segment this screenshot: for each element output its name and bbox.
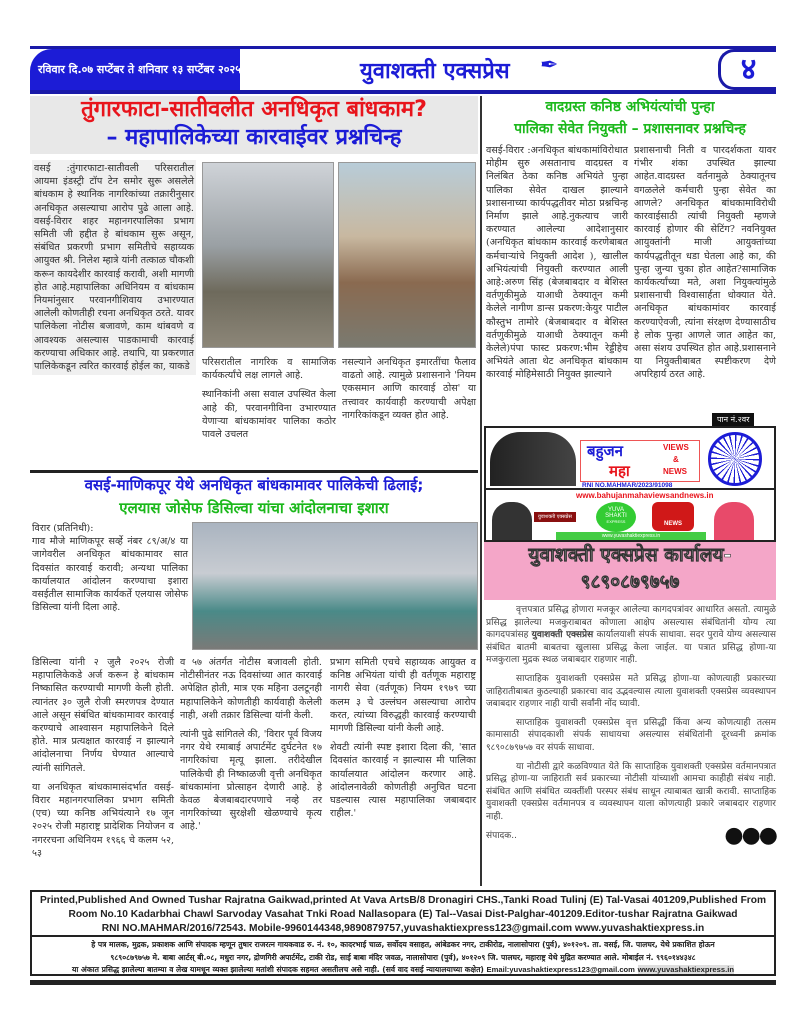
headline-line1: तुंगारफाटा-सातीवलीत अनधिकृत बांधकाम? bbox=[81, 97, 427, 122]
imprint-line: RNI NO.MAHMAR/2016/72543. Mobile-9960144348,9890879757,yuvashaktiexpress123@gmail.com www.yuvashaktiexpress.in bbox=[101, 923, 705, 934]
article3-headline bbox=[30, 470, 478, 520]
portrait-image bbox=[490, 432, 576, 486]
page-number: ४ bbox=[718, 49, 776, 90]
logo-text: YUVA bbox=[608, 507, 624, 513]
headline-line2: पालिका सेवेत नियुक्ती – प्रशासनावर प्रश्नचिन्ह bbox=[514, 121, 746, 137]
paragraph: स्थानिकांनी असा सवाल उपस्थित केला आहे की, परवानगीविना उभारण्यात येणाऱ्या बांधकामांवर पालिका कठोर पावले उचलत bbox=[202, 389, 336, 441]
advertisement bbox=[484, 426, 776, 542]
paragraph: शेवटी त्यांनी स्पष्ट इशारा दिला की, 'सात दिवसांत कारवाई न झाल्यास मी पालिका कार्यालयात आंदोलन करणार आहे. आंदोलनावेळी कोणतीही अनुचित घटना घडल्यास त्यास महापालिका जबाबदार राहील.' bbox=[330, 742, 476, 820]
article1-col3: नसल्याने अनधिकृत इमारतींचा फैलाव वाढतो आहे. त्यामुळे प्रशासनाने 'नियम एकसमान आणि कारवाई ठोस' या तत्त्वावर कार्यवाही करण्याची अपेक्षा नागरिकांकडून व्यक्त होत आहे. bbox=[342, 357, 476, 421]
paragraph: त्यांनी पुढे सांगितले की, 'विरार पूर्व विजय नगर येथे रमाबाई अपार्टमेंट दुर्घटनेत १७ नागरिकांचा मृत्यू झाला. तरीदेखील पालिकेची ही निष्काळजी वृत्ती अनधिकृत बांधकामांना प्रोत्साहन देणारी आहे. हे केवळ बेजबाबदारपणाचे नव्हे तर नागरिकांच्या सुरक्षेशी खेळण्याचे कृत्य आहे.' bbox=[180, 729, 322, 833]
logo-text: NEWS bbox=[663, 467, 687, 476]
imprint-line: Printed,Published And Owned Tushar Rajratna Gaikwad,printed At Vava ArtsB/8 Dronagiri CHS.,Tanki Road Tulinj (E) Tal-Vasai 401209,Published From bbox=[39, 895, 767, 906]
logo-text: बहुजन bbox=[587, 442, 623, 460]
headline-line2: – महापालिकेच्या कारवाईवर प्रश्नचिन्ह bbox=[106, 125, 402, 150]
article3-col2 bbox=[180, 656, 322, 840]
yuva-shakti-ad bbox=[486, 502, 774, 540]
ashoka-chakra-icon bbox=[708, 432, 762, 486]
ad-tag: युवाशक्ती एक्सप्रेस bbox=[534, 512, 576, 522]
issue-date: रविवार दि.०७ सप्टेंबर ते शनिवार १३ सप्टेंबर २०२५ bbox=[38, 63, 241, 76]
logo-text: & bbox=[673, 455, 679, 464]
headline-line2: एलयास जोसेफ डिसिल्वा यांचा आंदोलनाचा इशारा bbox=[119, 499, 389, 517]
paper-name-bold: युवाशक्ती एक्सप्रेस bbox=[531, 630, 594, 641]
portrait-image bbox=[492, 502, 532, 540]
ad-website: www.yuvashaktiexpress.in bbox=[556, 532, 706, 540]
paragraph: या अनधिकृत बांधकामासंदर्भात वसई-विरार महानगरपालिका प्रभाग समिती (एच) च्या कनिष्ठ अभियंत्याने १७ जून २०२५ रोजी महाराष्ट्र प्रादेशिक नियोजन व नगररचना अधिनियम १९६६ चे कलम ५२, ५३ bbox=[32, 781, 174, 859]
paragraph: डिसिल्वा यांनी २ जुलै २०२५ रोजी महापालिकेकडे अर्ज करून हे बांधकाम निष्कासित करण्याची मागणी केली होती. त्यानंतर ३० जुलै रोजी स्मरणपत्र देण्यात आले असून संबंधित बांधकामावर कारवाई करण्याचे आश्वासन महापालिकेने दिले होते. मात्र प्रत्यक्षात कारवाई न झाल्याने आंदोलनाचा निर्णय घेण्यात आल्याचे त्यांनी सांगितले. bbox=[32, 657, 174, 774]
imprint-line: Room No.10 Kadarbhai Chawl Sarvoday Vasahat Tnki Road Nallasopara (E) Tal--Vasai Dist-Palghar-401209.Editor-tushar Rajratna Gaikwad bbox=[68, 909, 738, 920]
bottom-rule bbox=[30, 980, 776, 985]
construction-photo-1 bbox=[202, 162, 334, 348]
imprint-english bbox=[32, 892, 774, 937]
office-title: युवाशक्ती एक्सप्रेस कार्यालय- bbox=[528, 544, 732, 566]
construction-photo-2 bbox=[338, 162, 476, 348]
paragraph: या नोटीसी द्वारे कळविण्यात येते कि साप्ताहिक युवाशक्ती एक्सप्रेस वर्तमानपत्रात प्रसिद्ध होणा-या जाहिराती सर्व प्रकारच्या नोटीसी यांच्याशी आमचा काहीही संबंध नाही. संबंधित आणि संबंधित व्यक्तींशी परस्पर संबंध साधून त्याबाबत खात्री करावी. साप्ताहिक युवाशक्ती एक्सप्रेस वर्तमानपत्र व व्यवस्थापन याला कोणत्याही प्रकारे जबाबदार राहणार नाही. bbox=[486, 761, 776, 822]
imprint-line: ९८९०८७९७५७ मे. बाबा आर्टस् बी.०८, मधुरा नगर, द्रोणगिरी अपार्टमेंट, टाकी रोड, साई बाबा मंदिर जवळ, नालासोपारा (पुर्व), ४०१२०९ जि. पालघर, महाराष्ट्र येथे मुद्रित करण्यात आले. मोबाईल नं. ९९६०१४४३४८ bbox=[110, 952, 696, 962]
article2-col1: वसई-विरार :अनधिकृत बांधकामांविरोधात मोहीम सुरु असतानाच वादग्रस्त व निलंबित ठेका कनिष्ठ अभियंते पुन्हा पालिका सेवेत दाखल झाल्याने प्रशासनाच्या कार्यपद्धतीवर मोठा प्रश्नचिन्ह निर्माण झाले आहे.नुकत्याच जारी करण्यात आलेल्या आदेशानुसार (अनधिकृत बांधकाम कारवाई करणेबाबत कर्मचाऱ्यांचे नियुक्ती आदेश ), खालील अभियंत्यांची नियुक्ती करण्यात आली आहे:अरुण सिंह (बेजबाबदार व बेशिस्त वर्तणुकीमुळे याआधी ठेक्यातून कमी केलेले नागीण डान्स प्रकरण:केयुर पाटील कौस्तुभ तामोरे (बेजबाबदार व बेशिस्त वर्तणुकीमुळे याआधी ठेक्यातून कमी केलेले)पंपा फास्ट प्रकरण:भीम रेड्डीहेच अभियंते आता थेट अनधिकृत बांधकाम कारवाई मोहिमेसाठी नियुक्त झाल्याने bbox=[486, 145, 628, 381]
editor-sign: संपादक.. bbox=[486, 830, 517, 841]
paragraph: व ५७ अंतर्गत नोटीस बजावली होती. नोटीसीनंतर नऊ दिवसांच्या आत कारवाई अपेक्षित होती, मात्र एक महिना उलटूनही महापालिकेने कोणतीही कार्यवाही केलेली नाही, अशी तक्रार डिसिल्वा यांनी केली. bbox=[180, 657, 322, 721]
paper-name: युवाशक्ती एक्सप्रेस bbox=[360, 59, 510, 84]
office-banner bbox=[484, 542, 776, 600]
ad-website: www.bahujanmahaviewsandnews.in bbox=[576, 491, 714, 500]
imprint-footer bbox=[30, 890, 776, 976]
article1-col2 bbox=[202, 356, 336, 447]
imprint-marathi bbox=[32, 937, 774, 977]
bahujan-maha-ad bbox=[486, 428, 774, 490]
article3-col1 bbox=[32, 656, 174, 866]
office-phone: ९८९०८७९७५७ bbox=[580, 571, 680, 593]
headline-line1: वादग्रस्त कनिष्ठ अभियंत्यांची पुन्हा bbox=[545, 99, 715, 115]
date-band bbox=[30, 49, 240, 90]
building-photo bbox=[192, 522, 478, 650]
rni-number: RNI NO.MAHMAR/2023/91098 bbox=[582, 482, 673, 489]
column-divider bbox=[480, 96, 482, 886]
y-news-logo: NEWS bbox=[652, 502, 694, 531]
paragraph: गाव मौजे माणिकपूर सर्व्हे नंबर ८९/अ/४ या जागेवरील अनधिकृत बांधकामावर सात दिवसांत कारवाई करावी; अन्यथा पालिका कार्यालयात आंदोलन करण्याचा इशारा वसईतील सामाजिक कार्यकर्ते एलयास जोसेफ डिसिल्वा यांनी दिला आहे. bbox=[32, 536, 188, 614]
logo-text: EXPRESS bbox=[606, 519, 626, 524]
footer-website[interactable]: www.yuvashaktiexpress.in bbox=[637, 965, 734, 974]
bahujan-maha-logo bbox=[580, 440, 700, 482]
paragraph: परिसरातील नागरिक व सामाजिक कार्यकर्त्यांचे लक्ष लागले आहे. bbox=[202, 357, 336, 382]
logo-text: महा bbox=[609, 462, 630, 480]
article3-col3 bbox=[330, 656, 476, 826]
logo-text: SHAKTI bbox=[605, 513, 627, 519]
article2-col2: प्रशासनाची निती व पारदर्शकता यावर गंभीर शंका उपस्थित झाल्या आहेत.वादग्रस्त वर्तनामुळे ठेक्यातूनच वगळलेले कर्मचारी पुन्हा सेवेत का आणले? अनधिकृत बांधकामाविरोधी कारवाईसाठी त्यांची नियुक्ती म्हणजे कारवाई होणार की सेटिंग? नवनियुक्त आयुक्तांनी माजी आयुक्तांच्या कार्यपद्धतीतून धडा घेतला आहे का, की पुन्हा जुन्या चुका होत आहेत?सामाजिक कार्यकर्त्यांच्या मते, अशा नियुक्त्यांमुळे प्रशासनाची विश्वासार्हता धोक्यात येते. अनधिकृत बांधकामांवर कारवाई करण्याऐवजी, त्यांना संरक्षण देण्यासाठीच हे लोक पुन्हा आणले जात आहेत का, असा संशय उपस्थित होत आहे.प्रशासनाने या नियुक्तीबाबत स्पष्टीकरण देणे अपरिहार्य ठरत आहे. bbox=[634, 145, 776, 381]
article3-intro bbox=[32, 522, 188, 614]
yuva-shakti-logo bbox=[596, 502, 636, 532]
paragraph: साप्ताहिक युवाशक्ती एक्सप्रेस मते प्रसिद्ध होणा-या कोणत्याही प्रकारच्या जाहिरातीबाबत कुठल्याही प्रकारचा वाद उद्भवल्यास त्याला युवाशक्ती एक्सप्रेस व्यवस्थापन जबाबदार राहणार नाही याची सर्वांनी नोंद घ्यावी. bbox=[486, 673, 776, 710]
logo-text: VIEWS bbox=[663, 443, 689, 452]
headline-line1: वसई-माणिकपूर येथे अनधिकृत बांधकामावर पालिकेची ढिलाई; bbox=[84, 476, 424, 494]
pen-icon: ✒ bbox=[540, 53, 559, 78]
masthead bbox=[30, 46, 776, 94]
disclaimer bbox=[486, 604, 776, 848]
article1-headline bbox=[30, 96, 478, 154]
imprint-line: हे पत्र मालक, मुद्रक, प्रकाशक आणि संपादक म्हणून तुषार राजरत्न गायकवाड रु. नं. १०, कादरभाई चाळ, सर्वोदय वसाहत, आंबेडकर नगर, टाकीरोड, नालासोपारा (पुर्व), ४०१२०९. ता. वसई, जि. पालघर, येथे प्रकाशित होऊन bbox=[91, 940, 715, 949]
paragraph: प्रभाग समिती एचचे सहाय्यक आयुक्त व कनिष्ठ अभियंता यांची ही वर्तणूक महाराष्ट्र नागरी सेवा (वर्तणूक) नियम १९७९ च्या कलम ३ चे उल्लंघन असल्याचा आरोप करत, त्यांच्या विरुद्धही कारवाई करण्याची मागणी डिसिल्वा यांनी केली आहे. bbox=[330, 657, 476, 735]
paragraph: वृत्तपत्रात प्रसिद्ध होणारा मजकूर आलेल्या कागदपत्रांवर आधारित असतो. त्यामुळे प्रसिद्ध झालेल्या मजकुराबाबत कोणाला आक्षेप असल्यास संबंधितांनी योग्य त्या कागदपत्रांसह bbox=[486, 605, 776, 641]
paragraph: कार्यालयाशी संपर्क साधावा. सदर पुरावे योग्य असल्यास संबंधित बातमी बाबतचा खुलासा प्रसिद्ध केला जाईल. या पत्रात प्रसिद्ध होणा-या मजकुराला मुद्रक स्थळ जबाबदार राहणार नाही. bbox=[486, 630, 776, 666]
dateline: विरार (प्रतिनिधी): bbox=[32, 523, 94, 534]
paragraph: साप्ताहिक युवाशक्ती एक्सप्रेस वृत्त प्रसिद्धी किंवा अन्य कोणत्याही तत्सम कामासाठी संपादकाशी संपर्क साधायचा असल्यास संबंधितांनी दूरध्वनी क्रमांक ९८९०८७९७५७ वर संपर्क साधावा. bbox=[486, 717, 776, 753]
imprint-line: या अंकात प्रसिद्ध झालेल्या बातम्या व लेख यामधून व्यक्त झालेल्या मतांशी संपादक सहमत असतीलच असे नाही. (सर्व वाद वसई न्यायालयाच्या कक्षेत) bbox=[72, 965, 484, 974]
continued-label: पान नं.२वर bbox=[712, 413, 754, 426]
article1-col1: वसई :तुंगारफाटा-सातीवली परिसरातील आयमा इंडस्ट्री टॉप टेन समोर सुरू असलेले बांधकाम हे स्थानिक नागरिकांच्या तक्रारीनुसार अनधिकृत असल्याचा आरोप पुढे आला आहे. वसई-विरार शहर महानगरपालिका प्रभाग समिती जी हद्दीत हे बांधकाम सुरू असून, संबंधित प्रकरणी प्रभाग समितीचे सहाय्यक आयुक्त श्री. निलेश म्हात्रे यांनी तत्काळ चौकशी करून कायदेशीर कारवाई करावी, अशी मागणी होत आहे.महापालिका अधिनियम व बांधकाम नियमांनुसार परवानगीशिवाय उभारण्यात आलेली कोणतीही रचना अनधिकृत ठरते. यावर पालिकेला नोटीस बजावणे, काम थांबवणे व आवश्यक असल्यास पाडकामाची कारवाई करण्याचा अधिकार आहे. तथापि, या प्रकरणात पालिकेकडून त्वरित कारवाई होईल का, याकडे bbox=[32, 160, 196, 375]
portrait-image bbox=[714, 502, 754, 540]
footer-email[interactable]: Email:yuvashaktiexpress123@gmail.com bbox=[486, 965, 635, 974]
dots-ornament: ●●● bbox=[724, 822, 776, 848]
article2-headline bbox=[484, 96, 776, 142]
